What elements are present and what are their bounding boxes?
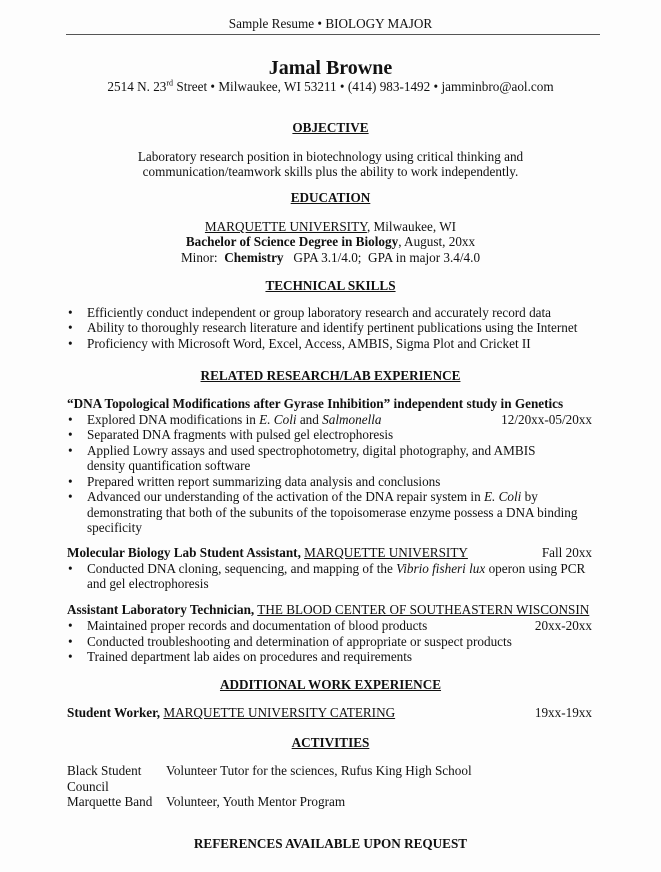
tech-list xyxy=(67,618,592,665)
contact-line: 2514 N. 23rd Street • Milwaukee, WI 53211 • (414) 983-1492 • jamminbro@aol.com xyxy=(107,78,554,94)
references-note: REFERENCES AVAILABLE UPON REQUEST xyxy=(193,836,468,852)
molbio-date: Fall 20xx xyxy=(541,545,592,561)
activity-row: Marquette Band Volunteer, Youth Mentor Program xyxy=(67,794,346,810)
activity-row: Black Student CouncilVolunteer Tutor for the sciences, Rufus King High School xyxy=(67,763,472,794)
list-item: • Separated DNA fragments with pulsed gel electrophoresis xyxy=(67,427,592,443)
objective-text: Laboratory research position in biotechnology using critical thinking and communication/teamwork skills plus the ability to work independently. xyxy=(137,148,524,180)
study-title: “DNA Topological Modifications after Gyrase Inhibition” independent study in Genetics xyxy=(67,395,564,411)
objective-heading: OBJECTIVE xyxy=(292,119,369,135)
molbio-title: Fall 20xx Molecular Biology Lab Student Assistant, MARQUETTE UNIVERSITY xyxy=(67,545,592,561)
list-item: • Prepared written report summarizing data analysis and conclusions xyxy=(67,474,592,490)
molbio-list xyxy=(67,561,592,592)
list-item: • Efficiently conduct independent or group laboratory research and accurately record data xyxy=(67,305,592,321)
work-date: 19xx-19xx xyxy=(534,705,592,721)
list-item: • Conducted troubleshooting and determination of appropriate or suspect products xyxy=(67,634,592,650)
list-item: • Applied Lowry assays and used spectrophotometry, digital photography, and AMBIS density quantification software xyxy=(67,443,592,474)
education-heading: EDUCATION xyxy=(290,189,371,205)
education-block: MARQUETTE UNIVERSITY, Milwaukee, WI Bachelor of Science Degree in Biology, August, 20xx Minor: Chemistry GPA 3.1/4.0; GPA in major 3.4/4.0 xyxy=(180,218,481,265)
list-item: • 12/20xx-05/20xx Explored DNA modifications in E. Coli and Salmonella xyxy=(67,412,592,428)
candidate-name: Jamal Browne xyxy=(268,56,393,79)
work-entry: 19xx-19xx Student Worker, MARQUETTE UNIVERSITY CATERING xyxy=(67,705,592,721)
skills-list xyxy=(67,305,592,352)
list-item: • Conducted DNA cloning, sequencing, and mapping of the Vibrio fisheri lux operon using PCR and gel electrophoresis xyxy=(67,561,592,592)
header-divider xyxy=(66,34,600,35)
list-item: • 20xx-20xx Maintained proper records and documentation of blood products xyxy=(67,618,592,634)
tech-date: • 20xx-20xx xyxy=(534,618,592,634)
list-item: • Ability to thoroughly research literature and identify pertinent publications using the Internet xyxy=(67,320,592,336)
work-heading: ADDITIONAL WORK EXPERIENCE xyxy=(219,677,442,693)
list-item: • Trained department lab aides on procedures and requirements xyxy=(67,649,592,665)
tech-title: Assistant Laboratory Technician, THE BLOOD CENTER OF SOUTHEASTERN WISCONSIN xyxy=(67,602,590,618)
page-header: Sample Resume • BIOLOGY MAJOR xyxy=(228,16,433,31)
skills-heading: TECHNICAL SKILLS xyxy=(265,277,396,293)
research-heading: RELATED RESEARCH/LAB EXPERIENCE xyxy=(200,367,461,383)
study-date: • 12/20xx-05/20xx xyxy=(501,411,592,427)
study-list xyxy=(67,412,592,536)
activities-heading: ACTIVITIES xyxy=(291,735,370,751)
list-item: • Advanced our understanding of the activation of the DNA repair system in E. Coli by demonstrating that both of the subunits of the topoisomerase enzyme possess a DNA binding specificity xyxy=(67,489,592,536)
list-item: • Proficiency with Microsoft Word, Excel, Access, AMBIS, Sigma Plot and Cricket II xyxy=(67,336,592,352)
